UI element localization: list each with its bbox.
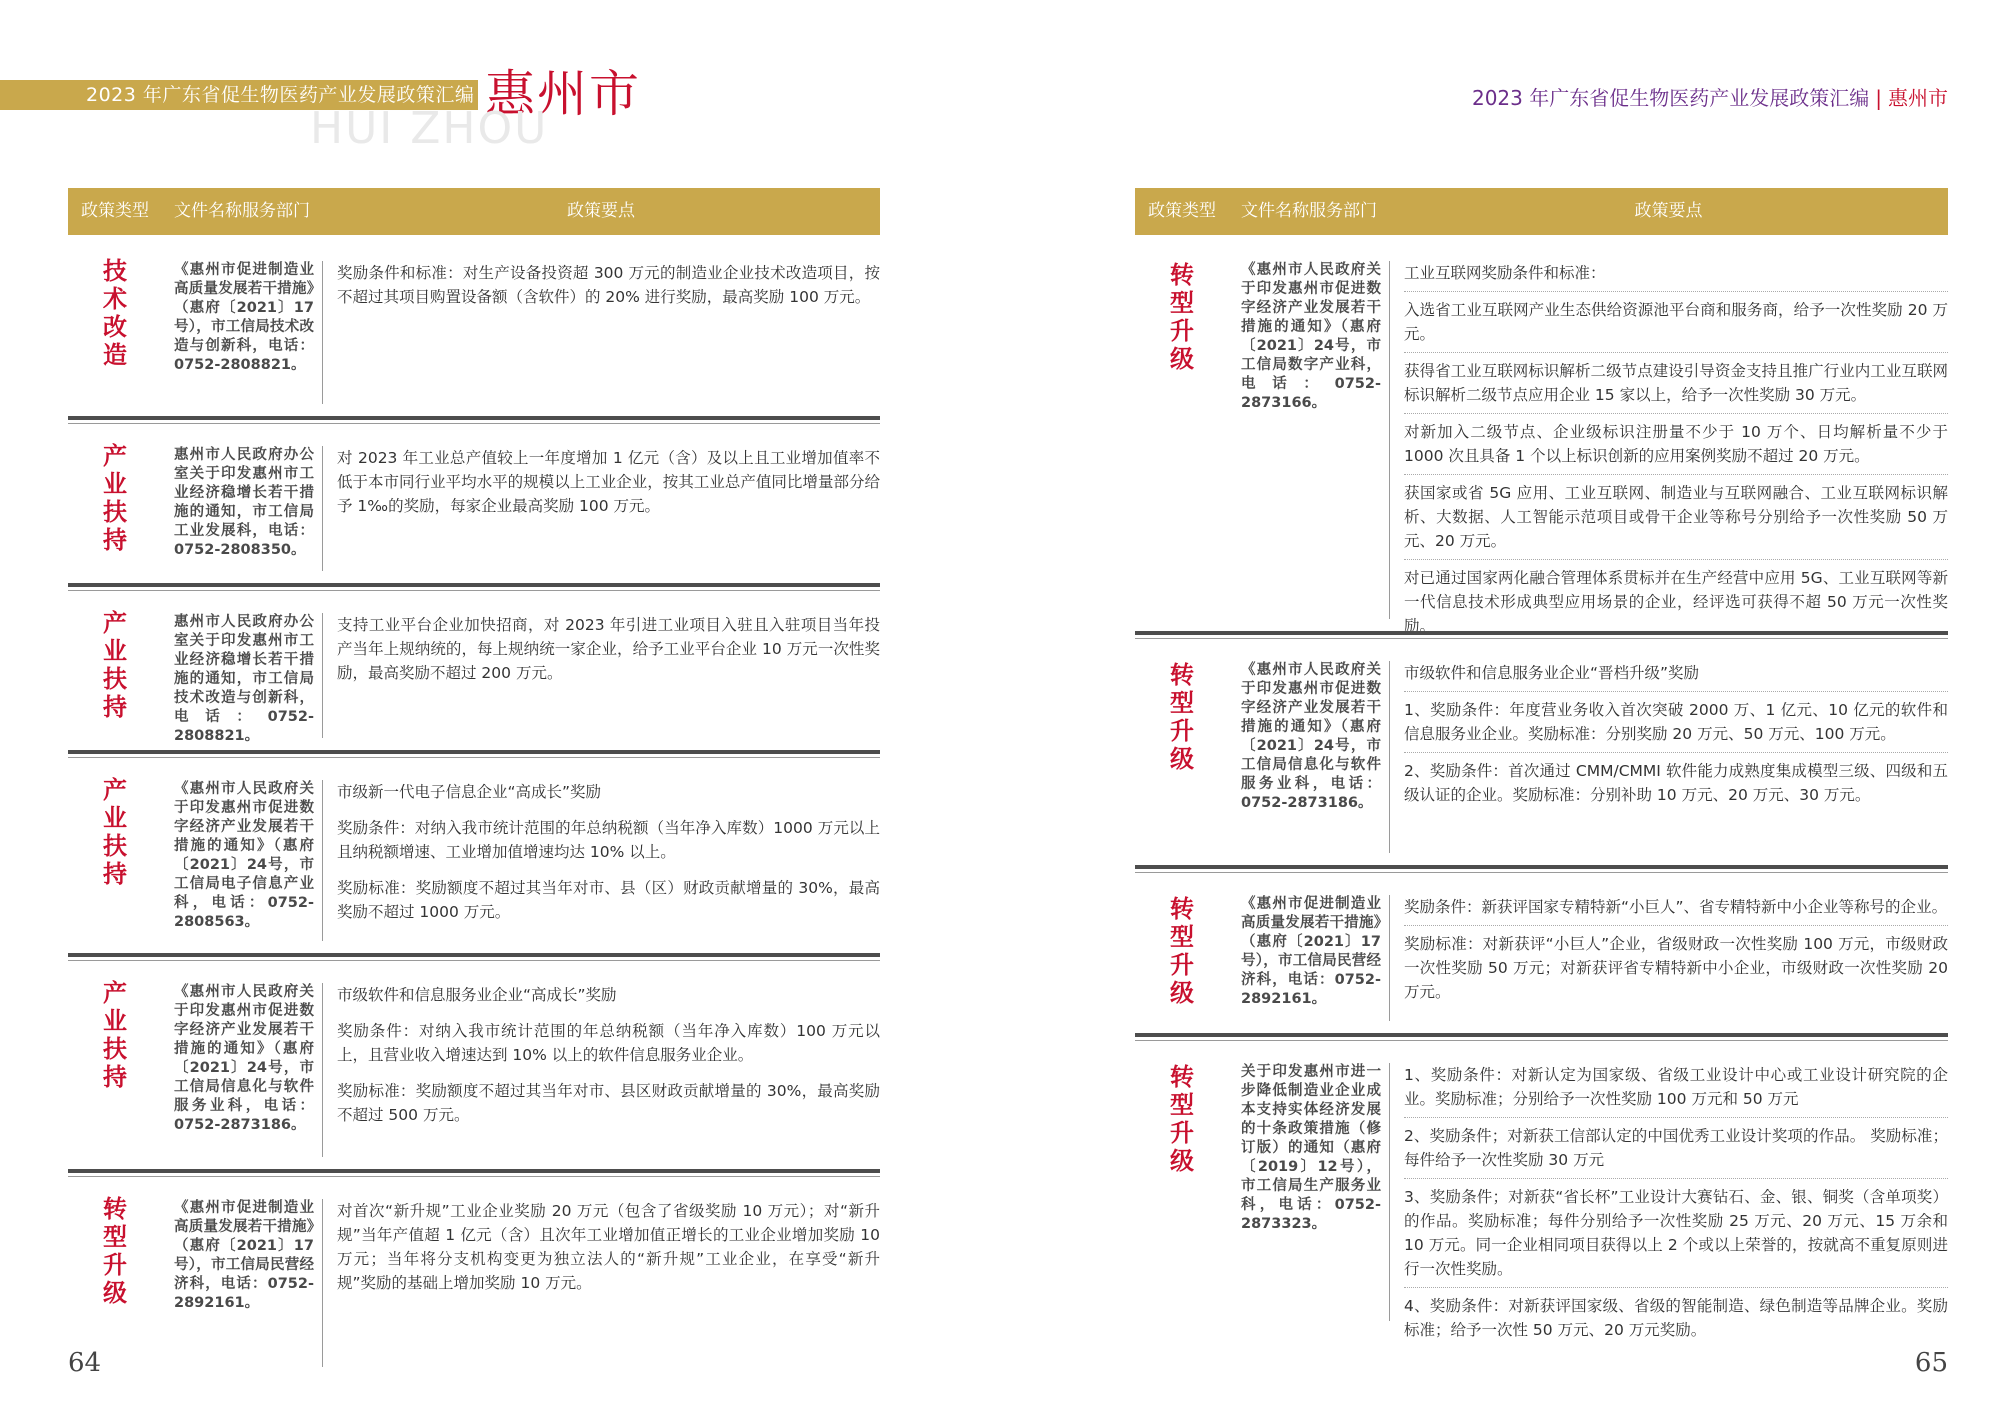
policy-row xyxy=(68,1169,880,1379)
policy-points-cell xyxy=(323,1173,880,1379)
doc-dept-cell: 《惠州市促进制造业高质量发展若干措施》（惠府〔2021〕17号），市工信局技术改造与创新科，电话：0752-2808821。 xyxy=(174,262,314,373)
policy-point: 4、奖励条件：对新获评国家级、省级的智能制造、绿色制造等品牌企业。奖励标准；给予一次性 50 万元、20 万元奖励。 xyxy=(1404,1297,1948,1339)
policy-type-char: 改 xyxy=(103,313,127,341)
policy-row xyxy=(1135,235,1948,635)
policy-point: 入选省工业互联网产业生态供给资源池平台商和服务商，给予一次性奖励 20 万元。 xyxy=(1404,298,1948,353)
policy-point: 1、奖励条件：对新认定为国家级、省级工业设计中心或工业设计研究院的企业。奖励标准；分别给予一次性奖励 100 万元和 50 万元 xyxy=(1404,1063,1948,1118)
doc-dept-cell: 《惠州市人民政府关于印发惠州市促进数字经济产业发展若干措施的通知》（惠府〔2021〕24号，市工信局电子信息产业科，电话：0752-2808563。 xyxy=(174,781,314,930)
left-header-pinyin-watermark: HUI ZHOU xyxy=(310,103,549,154)
policy-point: 市级软件和信息服务业企业“晋档升级”奖励 xyxy=(1404,661,1948,692)
right-policy-table xyxy=(1135,188,1948,1339)
policy-type-char: 升 xyxy=(103,1251,127,1279)
policy-type-char: 型 xyxy=(1170,1091,1194,1119)
policy-row xyxy=(68,953,880,1169)
doc-dept-cell: 关于印发惠州市进一步降低制造业企业成本支持实体经济发展的十条政策措施（修订版）的通知（惠府〔2019〕12号），市工信局生产服务业科，电话：0752-2873323。 xyxy=(1241,1064,1381,1232)
right-header-title: 2023 年广东省促生物医药产业发展政策汇编 xyxy=(1471,86,1870,110)
policy-point: 工业互联网奖励条件和标准： xyxy=(1404,261,1948,292)
policy-type-char: 扶 xyxy=(103,1035,127,1063)
policy-type-char: 造 xyxy=(103,341,127,369)
policy-type-char: 业 xyxy=(103,1007,127,1035)
policy-row xyxy=(68,235,880,416)
policy-type-char: 型 xyxy=(1170,923,1194,951)
policy-type-char: 转 xyxy=(1170,895,1194,923)
policy-point: 1、奖励条件：年度营业务收入首次突破 2000 万、1 亿元、10 亿元的软件和信息服务业企业。奖励标准：分别奖励 20 万元、50 万元、100 万元。 xyxy=(1404,698,1948,753)
policy-type-cell xyxy=(68,587,162,750)
policy-point: 奖励标准：奖励额度不超过其当年对市、县区财政贡献增量的 30%，最高奖励不超过 500 万元。 xyxy=(337,1082,880,1124)
policy-type-char: 产 xyxy=(103,442,127,470)
policy-point: 对 2023 年工业总产值较上一年度增加 1 亿元（含）及以上且工业增加值率不低于本市同行业平均水平的规模以上工业企业，按其工业总产值同比增量部分给予 1‰的奖励，每家企业最高奖励 100 万元。 xyxy=(337,449,880,515)
policy-point: 奖励标准：对新获评“小巨人”企业，省级财政一次性奖励 100 万元，市级财政一次性奖励 50 万元；对新获评省专精特新中小企业，市级财政一次性奖励 20 万元。 xyxy=(1404,935,1948,1001)
doc-dept-cell: 惠州市人民政府办公室关于印发惠州市工业经济稳增长若干措施的通知，市工信局技术改造与创新科，电话：0752-2808821。 xyxy=(174,614,314,744)
policy-type-char: 升 xyxy=(1170,717,1194,745)
policy-point: 市级软件和信息服务业企业“高成长”奖励 xyxy=(337,986,617,1004)
policy-type-char: 术 xyxy=(103,285,127,313)
policy-point: 3、奖励条件；对新获“省长杯”工业设计大赛钻石、金、银、铜奖（含单项奖）的作品。奖励标准；每件分别给予一次性奖励 25 万元、20 万元、15 万余和 10 万元。同一企业相同项目获得以上 2 个或以上荣誉的，按就高不重复原则进行一次性奖励。 xyxy=(1404,1185,1948,1288)
policy-type-char: 扶 xyxy=(103,665,127,693)
right-header-city: 惠州市 xyxy=(1888,86,1948,110)
policy-points-cell xyxy=(323,420,880,583)
policy-type-char: 扶 xyxy=(103,832,127,860)
policy-points-cell xyxy=(1390,1037,1948,1339)
policy-type-char: 级 xyxy=(1170,979,1194,1007)
policy-type-char: 型 xyxy=(1170,289,1194,317)
policy-points-cell xyxy=(1390,869,1948,1033)
left-header-city: 惠州市 xyxy=(485,65,641,123)
policy-type-cell xyxy=(68,957,162,1169)
policy-type-cell xyxy=(68,235,162,416)
policy-type-char: 升 xyxy=(1170,951,1194,979)
policy-points-cell xyxy=(323,957,880,1169)
policy-type-cell xyxy=(68,420,162,583)
policy-row xyxy=(1135,865,1948,1033)
policy-type-cell xyxy=(1135,869,1229,1033)
policy-point: 对新加入二级节点、企业级标识注册量不少于 10 万个、日均解析量不少于 1000 次且具备 1 个以上标识创新的应用案例奖励不超过 20 万元。 xyxy=(1404,420,1948,475)
policy-type-char: 产 xyxy=(103,979,127,1007)
policy-point: 奖励条件：对纳入我市统计范围的年总纳税额（当年净入库数）1000 万元以上且纳税额增速、工业增加值增速均达 10% 以上。 xyxy=(337,819,880,861)
policy-type-cell xyxy=(1135,635,1229,865)
header-doc-dept: 文件名称服务部门 xyxy=(174,201,310,221)
header-policy-type: 政策类型 xyxy=(81,201,149,221)
policy-type-char: 转 xyxy=(1170,261,1194,289)
policy-point: 2、奖励条件；对新获工信部认定的中国优秀工业设计奖项的作品。 奖励标准；每件给予一次性奖励 30 万元 xyxy=(1404,1124,1948,1179)
left-policy-table xyxy=(68,188,880,1311)
doc-dept-cell: 《惠州市人民政府关于印发惠州市促进数字经济产业发展若干措施的通知》（惠府〔2021〕24号，市工信局信息化与软件服务业科，电话：0752-2873186。 xyxy=(174,984,314,1133)
policy-type-char: 持 xyxy=(103,1063,127,1091)
policy-points-cell xyxy=(1390,235,1948,635)
policy-type-char: 升 xyxy=(1170,1119,1194,1147)
left-table-header xyxy=(68,188,880,235)
policy-point: 对已通过国家两化融合管理体系贯标并在生产经营中应用 5G、工业互联网等新一代信息技术形成典型应用场景的企业，经评选可获得不超 50 万元一次性奖励。 xyxy=(1404,569,1948,635)
policy-type-char: 型 xyxy=(103,1223,127,1251)
right-header xyxy=(1472,85,1948,111)
policy-type-char: 业 xyxy=(103,804,127,832)
header-policy-points: 政策要点 xyxy=(567,201,635,221)
policy-type-char: 升 xyxy=(1170,317,1194,345)
policy-type-char: 持 xyxy=(103,526,127,554)
right-table-header xyxy=(1135,188,1948,235)
policy-row xyxy=(68,583,880,750)
policy-type-char: 转 xyxy=(1170,1063,1194,1091)
policy-point: 对首次“新升规”工业企业奖励 20 万元（包含了省级奖励 10 万元）；对“新升规”当年产值超 1 亿元（含）且次年工业增加值正增长的工业企业增加奖励 10 万元；当年将分支机构变更为独立法人的“新升规”工业企业，在享受“新升规”奖励的基础上增加奖励 10 万元。 xyxy=(337,1202,880,1292)
policy-point: 奖励标准：奖励额度不超过其当年对市、县（区）财政贡献增量的 30%，最高奖励不超过 1000 万元。 xyxy=(337,879,880,921)
policy-type-char: 技 xyxy=(103,257,127,285)
policy-type-char: 级 xyxy=(103,1279,127,1307)
doc-dept-cell: 《惠州市人民政府关于印发惠州市促进数字经济产业发展若干措施的通知》（惠府〔2021〕24号，市工信局信息化与软件服务业科，电话：0752-2873186。 xyxy=(1241,662,1381,811)
policy-row xyxy=(1135,631,1948,865)
policy-points-cell xyxy=(323,587,880,750)
policy-row xyxy=(1135,1033,1948,1339)
header-doc-dept: 文件名称服务部门 xyxy=(1241,201,1377,221)
policy-type-char: 转 xyxy=(1170,661,1194,689)
policy-point: 奖励条件和标准：对生产设备投资超 300 万元的制造业企业技术改造项目，按不超过其项目购置设备额（含软件）的 20% 进行奖励，最高奖励 100 万元。 xyxy=(337,264,880,306)
policy-type-char: 级 xyxy=(1170,1147,1194,1175)
policy-type-char: 级 xyxy=(1170,345,1194,373)
policy-point: 奖励条件：新获评国家专精特新“小巨人”、省专精特新中小企业等称号的企业。 xyxy=(1404,895,1948,926)
policy-point: 市级新一代电子信息企业“高成长”奖励 xyxy=(337,783,602,801)
policy-points-cell xyxy=(323,235,880,416)
policy-point: 获得省工业互联网标识解析二级节点建设引导资金支持且推广行业内工业互联网标识解析二级节点应用企业 15 家以上，给予一次性奖励 30 万元。 xyxy=(1404,359,1948,414)
policy-type-char: 持 xyxy=(103,860,127,888)
policy-type-char: 级 xyxy=(1170,745,1194,773)
policy-type-char: 型 xyxy=(1170,689,1194,717)
policy-points-cell xyxy=(323,754,880,953)
doc-dept-cell: 惠州市人民政府办公室关于印发惠州市工业经济稳增长若干措施的通知，市工信局工业发展科，电话：0752-2808350。 xyxy=(174,447,314,558)
policy-point: 奖励条件：对纳入我市统计范围的年总纳税额（当年净入库数）100 万元以上，且营业收入增速达到 10% 以上的软件信息服务业企业。 xyxy=(337,1022,880,1064)
policy-type-char: 产 xyxy=(103,776,127,804)
page-number-left: 64 xyxy=(68,1348,102,1378)
policy-type-char: 业 xyxy=(103,637,127,665)
policy-type-cell xyxy=(68,754,162,953)
policy-type-char: 扶 xyxy=(103,498,127,526)
doc-dept-cell: 《惠州市促进制造业高质量发展若干措施》（惠府〔2021〕17号），市工信局民营经济科，电话：0752-2892161。 xyxy=(1241,896,1381,1007)
header-policy-type: 政策类型 xyxy=(1148,201,1216,221)
page-number-right: 65 xyxy=(1914,1348,1948,1378)
policy-type-cell xyxy=(1135,1037,1229,1333)
policy-point: 2、奖励条件：首次通过 CMM/CMMI 软件能力成熟度集成模型三级、四级和五级认证的企业。奖励标准：分别补助 10 万元、20 万元、30 万元。 xyxy=(1404,762,1948,804)
policy-point: 获国家或省 5G 应用、工业互联网、制造业与互联网融合、工业互联网标识解析、大数据、人工智能示范项目或骨干企业等称号分别给予一次性奖励 50 万元、20 万元。 xyxy=(1404,481,1948,560)
policy-row xyxy=(68,750,880,953)
policy-type-char: 转 xyxy=(103,1195,127,1223)
policy-point: 支持工业平台企业加快招商，对 2023 年引进工业项目入驻且入驻项目当年投产当年上规纳统的，每上规纳统一家企业，给予工业平台企业 10 万元一次性奖励，最高奖励不超过 200 万元。 xyxy=(337,616,880,682)
policy-points-cell xyxy=(1390,635,1948,865)
left-header-title: 2023 年广东省促生物医药产业发展政策汇编 xyxy=(86,84,475,106)
policy-type-char: 业 xyxy=(103,470,127,498)
right-header-separator: | xyxy=(1875,86,1882,110)
policy-type-cell xyxy=(1135,235,1229,631)
policy-type-char: 持 xyxy=(103,693,127,721)
doc-dept-cell: 《惠州市人民政府关于印发惠州市促进数字经济产业发展若干措施的通知》（惠府〔2021〕24号，市工信局数字产业科，电话：0752-2873166。 xyxy=(1241,262,1381,411)
policy-row xyxy=(68,416,880,583)
doc-dept-cell: 《惠州市促进制造业高质量发展若干措施》（惠府〔2021〕17号），市工信局民营经济科，电话：0752-2892161。 xyxy=(174,1200,314,1311)
header-policy-points: 政策要点 xyxy=(1634,201,1703,221)
policy-type-char: 产 xyxy=(103,609,127,637)
